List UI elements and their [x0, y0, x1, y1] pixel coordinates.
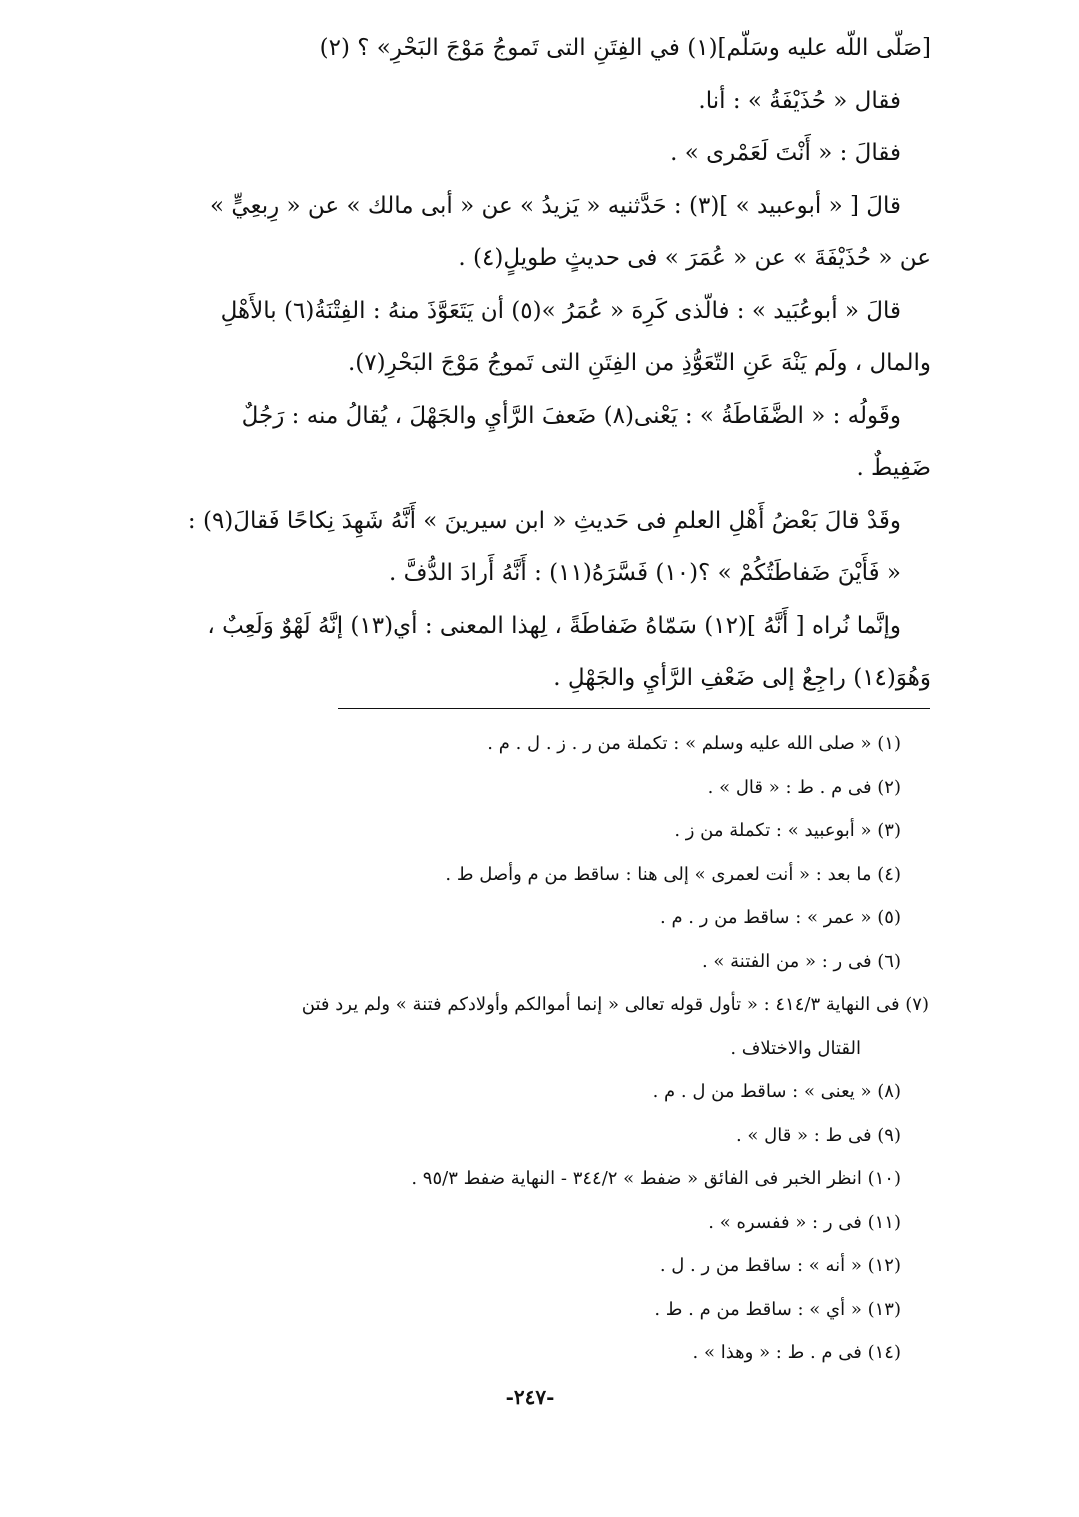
footnote: (٧) فى النهاية ٤١٤/٣ : « تأول قوله تعالى « إنما أموالكم وأولادكم فتنة » ولم يرد فتن [301, 994, 929, 1015]
text-line: « فَأَيْنَ ضَفاطَتُكُمْ » ؟(١٠) فَسَّرَهُ(١١) : أَنَّهُ أَرادَ الدُّفَّ . [388, 560, 901, 586]
text-line: ضَفِيطٌ . [856, 455, 931, 481]
text-line: وَهُوَ(١٤) راجِعٌ إلى ضَعْفِ الرَّأيِ والجَهْلِ . [553, 665, 931, 691]
text-line: عن « حُذَيْفَةَ » عن « عُمَرَ » فى حديثٍ طويلٍ(٤) . [458, 245, 931, 271]
text-line: فقالَ : « أَنْتَ لَعَمْرى » . [670, 140, 901, 166]
footnote: (١) « صلى الله عليه وسلم » : تكملة من ر . ز . ل . م . [487, 733, 901, 754]
main-text [150, 22, 931, 705]
text-line: وإنَّما نُراه [ أَنَّهُ ](١٢) سَمّاهُ ضَفاطَةً ، لِهذا المعنى : أي(١٣) إنَّهُ لَهْوٌ وَلَعِبٌ ، [207, 612, 901, 639]
text-line: وقَدْ قالَ بَعْضُ أَهْلِ العلمِ فى حَديثِ « ابن سيرينَ » أَنَّهُ شَهِدَ نِكاحًا فَقالَ(٩) : [187, 507, 901, 534]
text-line: قالَ [ « أبوعبيد » ](٣) : حَدَّثنيه « يَزيدُ » عن « أبى مالك » عن « رِبعِيٍّ » [210, 192, 901, 219]
text-line: قالَ « أبوعُبَيد » : فالّذى كَرِهَ « عُمَرُ »(٥) أن يَتَعَوَّذَ منهُ : الفِتْنَةُ(٦) بالأَهْلِ [220, 297, 901, 324]
footnote: (١٤) فى م . ط : « وهذا » . [692, 1342, 901, 1363]
text-line: والمال ، ولَم يَنْهَ عَنِ التّعَوُّذِ من الفِتَنِ التى تَموجُ مَوْجَ البَحْرِ(٧). [347, 350, 931, 376]
text-line: [صَلّى اللّه عليه وسَلّم](١) في الفِتَنِ التى تَموجُ مَوْجَ البَحْرِ» ؟ (٢) [319, 35, 931, 61]
footnotes [140, 722, 929, 1375]
page-number: -٢٤٧- [505, 1385, 555, 1409]
footnote-separator [338, 708, 930, 709]
footnote: (١٠) انظر الخبر فى الفائق « ضفط » ٣٤٤/٢ - النهاية ضفط ٩٥/٣ . [411, 1168, 901, 1189]
footnote: (٨) « يعنى » : ساقط من ل . م . [652, 1081, 901, 1102]
footnote: (١٢) « أنه » : ساقط من ر . ل . [659, 1255, 901, 1276]
footnote: (١١) فى ر : « ففسره » . [708, 1211, 901, 1233]
footnote: (٦) فى ر : « من الفتنة » . [701, 950, 901, 972]
footnote: (٩) فى ط : « قال » . [735, 1124, 901, 1146]
footnote: (١٣) « أي » : ساقط من م . ط . [654, 1298, 901, 1320]
footnote: (٣) « أبوعبيد » : تكملة من ز . [674, 820, 901, 841]
footnote-continuation: القتال والاختلاف . [730, 1037, 861, 1059]
footnote: (٤) ما بعد : « أنت لعمرى » إلى هنا : ساقط من م وأصل ط . [445, 863, 901, 885]
text-line: فقال « حُذَيْفَةُ » : أنا. [698, 87, 901, 114]
footnote: (٥) « عمر » : ساقط من ر . م . [660, 907, 901, 928]
text-line: وقَولُه : « الضَّفَاطَةُ » : يَعْنى(٨) ضَعفَ الرَّأيِ والجَهْلَ ، يُقالُ منه : رَجُلٌ [241, 402, 901, 429]
footnote: (٢) فى م . ط : « قال » . [707, 776, 901, 798]
